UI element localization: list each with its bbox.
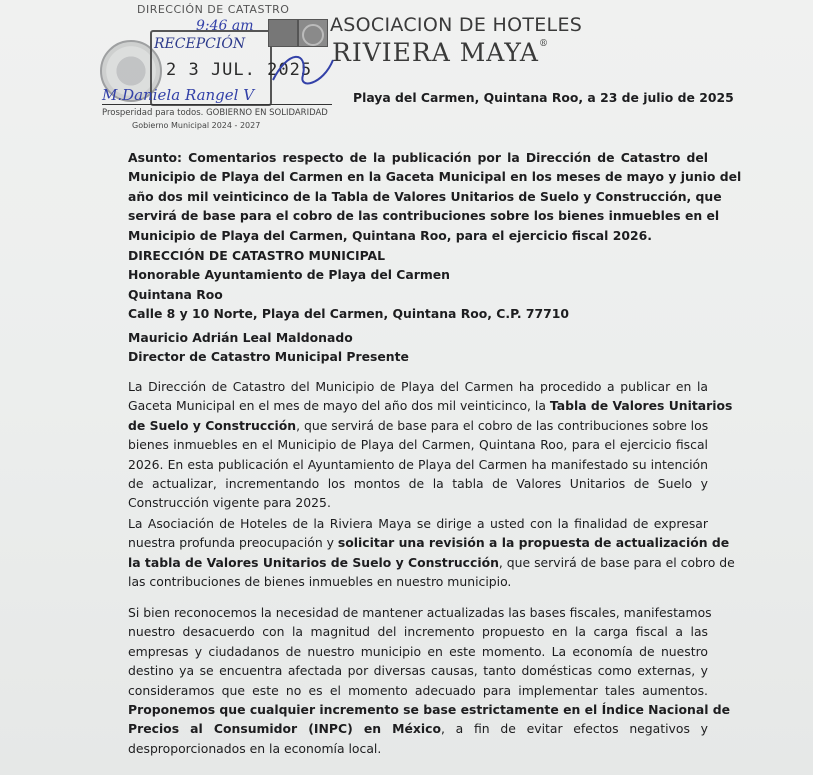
text: La Asociación de Hoteles de la Riviera Maya se dirige a usted con la finalidad de expresar	[128, 516, 708, 531]
place-date: Playa del Carmen, Quintana Roo, a 23 de julio de 2025	[353, 90, 734, 105]
text-line	[128, 553, 735, 572]
text-line	[128, 435, 708, 454]
text-line	[128, 167, 742, 186]
text: , que servirá de base para el cobro de las contribuciones sobre los	[296, 417, 709, 433]
signature: M.Daniela Rangel V	[102, 86, 332, 105]
text-line	[128, 642, 708, 661]
text: Si bien reconocemos la necesidad de mantener actualizadas las bases fiscales, manifestamos	[128, 605, 712, 620]
text-line	[128, 493, 708, 512]
text-line	[128, 474, 708, 493]
text: destino ya se encuentra afectada por diversas causas, tanto domésticas como externas, y	[128, 663, 708, 679]
bold-text: Asunto: Comentarios respecto de la publicación por la Dirección de Catastro del	[128, 150, 708, 165]
text-line	[128, 622, 708, 641]
text: de actualizar, incrementando los montos de la tabla de Valores Unitarios de Suelo y	[128, 476, 708, 491]
text-line	[128, 206, 720, 225]
bold-text: Quintana Roo	[128, 286, 223, 302]
text-line	[128, 304, 708, 323]
signature-scribble-icon	[268, 45, 338, 90]
bold-text: solicitar una revisión a la propuesta de actualización de	[337, 535, 730, 551]
text: bienes inmuebles en el Municipio de Playa del Carmen, Quintana Roo, para el ejercicio fiscal	[128, 437, 708, 453]
text-line	[128, 285, 708, 304]
text: las contribuciones de bienes inmuebles en nuestro municipio.	[128, 574, 512, 590]
text: nuestra profunda preocupación y	[128, 535, 338, 551]
stamp-footer-term: Gobierno Municipal 2024 - 2027	[132, 121, 261, 130]
text: 2026. En esta publicación el Ayuntamiento de Playa del Carmen ha manifestado su intención	[128, 456, 708, 472]
text-line	[128, 246, 708, 265]
stamp-title: RECEPCIÓN	[154, 36, 246, 52]
text-line	[128, 396, 733, 415]
text-line	[128, 148, 708, 167]
text-line	[128, 739, 708, 758]
text-line	[128, 533, 730, 552]
text-line	[128, 700, 731, 719]
bold-text: Municipio de Playa del Carmen, Quintana Roo, para el ejercicio fiscal 2026.	[128, 227, 652, 243]
text-line	[128, 328, 708, 347]
text-line	[128, 347, 708, 366]
logo-circle-square-icon	[298, 19, 328, 47]
text-line	[128, 603, 712, 622]
bold-text: Honorable Ayuntamiento de Playa del Carmen	[128, 267, 450, 283]
text-line	[128, 265, 708, 284]
text-line	[128, 455, 708, 474]
letterhead-line2	[332, 38, 549, 68]
handwritten-time: 9:46 am	[196, 18, 254, 34]
bold-text: Precios al Consumidor (INPC) en México	[128, 721, 442, 737]
text: empresas y ciudadanos de nuestro municipio en este momento. La economía de nuestro	[128, 643, 708, 659]
bold-text: servirá de base para el cobro de las contribuciones sobre los bienes inmuebles en el	[128, 208, 720, 224]
text-line	[128, 377, 708, 396]
stamp-date: 2 3 JUL. 2025	[166, 60, 313, 80]
text-line	[128, 514, 708, 533]
text: Gaceta Municipal en el mes de mayo del año dos mil veinticinco, la	[128, 398, 550, 414]
bold-text: DIRECCIÓN DE CATASTRO MUNICIPAL	[128, 248, 386, 263]
text: La Dirección de Catastro del Municipio de Playa del Carmen ha procedido a publicar en la	[128, 379, 708, 394]
stamp-footer-slogan: Prosperidad para todos. GOBIERNO EN SOLIDARIDAD	[102, 108, 328, 118]
text: Construcción vigente para 2025.	[128, 495, 331, 511]
logo-square-icon	[268, 19, 298, 47]
text-line	[128, 661, 708, 680]
bold-text: Tabla de Valores Unitarios	[549, 398, 733, 414]
text-line	[128, 416, 708, 435]
text: consideramos que este no es el momento adecuado para implementar tales aumentos.	[128, 682, 708, 698]
letterhead-brand: RIVIERA MAYA	[332, 38, 539, 67]
text-line	[128, 719, 708, 738]
letterhead-line1: ASOCIACION DE HOTELES	[330, 14, 583, 36]
bold-text: de Suelo y Construcción	[128, 417, 297, 433]
registered-mark: ®	[538, 39, 549, 49]
stamp-department: DIRECCIÓN DE CATASTRO	[137, 3, 290, 16]
bold-text: Director de Catastro Municipal Presente	[128, 349, 409, 365]
bold-text: Proponemos que cualquier incremento se base estrictamente en el Índice Nacional de	[128, 702, 731, 717]
text: , a fin de evitar efectos negativos y	[441, 721, 708, 737]
text: nuestro desacuerdo con la magnitud del incremento propuesto en la carga fiscal a las	[128, 624, 708, 640]
bold-text: la tabla de Valores Unitarios de Suelo y Construcción	[128, 554, 499, 570]
text-line	[128, 572, 708, 591]
bold-text: Calle 8 y 10 Norte, Playa del Carmen, Quintana Roo, C.P. 77710	[128, 306, 570, 322]
bold-text: año dos mil veinticinco de la Tabla de Valores Unitarios de Suelo y Construcción, que	[128, 188, 722, 204]
bold-text: Mauricio Adrián Leal Maldonado	[128, 330, 353, 345]
text-line	[128, 226, 708, 245]
bold-text: Municipio de Playa del Carmen en la Gaceta Municipal en los meses de mayo y junio del	[128, 169, 742, 185]
text: desproporcionados en la economía local.	[128, 740, 382, 756]
text-line	[128, 681, 708, 700]
text-line	[128, 187, 722, 206]
text: , que servirá de base para el cobro de	[498, 554, 735, 570]
